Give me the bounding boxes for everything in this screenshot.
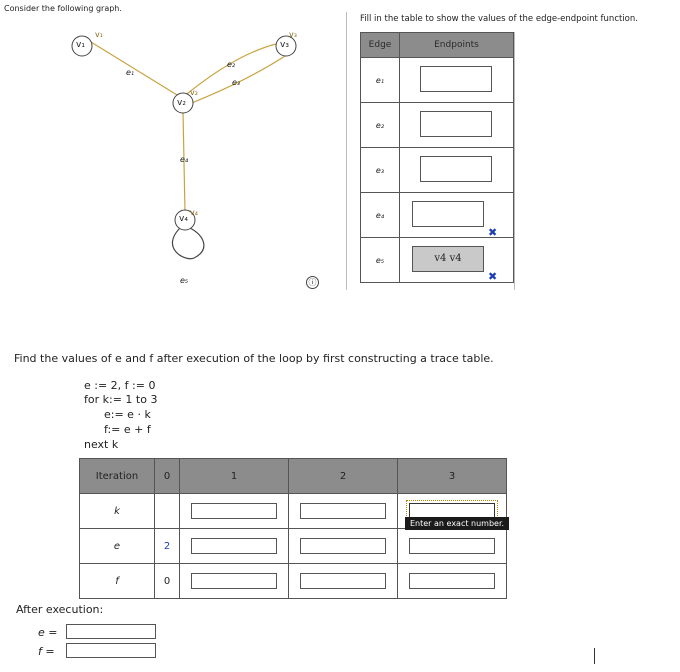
edge-e1	[91, 42, 182, 98]
header-iteration-1: 1	[180, 459, 289, 494]
loop-instruction: Find the values of e and f after execution of the loop by first constructing a trace table.	[14, 352, 494, 365]
code-line: e:= e · k	[104, 408, 151, 421]
header-endpoints: Endpoints	[400, 33, 514, 58]
endpoint-input-e4[interactable]	[412, 201, 484, 227]
e-input-2[interactable]	[300, 538, 386, 554]
f-result-input[interactable]	[66, 643, 156, 658]
endpoint-label-v4: v₄	[190, 208, 198, 217]
text-cursor	[594, 648, 595, 664]
edge-endpoint-table	[360, 32, 514, 283]
incorrect-mark-icon: ✖	[488, 226, 498, 239]
e-initial-value: 2	[155, 529, 180, 564]
header-iteration-2: 2	[289, 459, 398, 494]
edge-name: e₁	[361, 58, 400, 103]
table-right-edge	[514, 32, 515, 290]
code-line: for k:= 1 to 3	[84, 393, 158, 406]
after-execution-title: After execution:	[16, 603, 104, 616]
row-label-f: f	[80, 564, 155, 599]
table-row	[361, 148, 514, 193]
vertex-label-v1: v₁	[76, 40, 85, 50]
vertex-label-v2: v₂	[177, 98, 186, 108]
table-row	[80, 564, 507, 599]
header-iteration-3: 3	[398, 459, 507, 494]
row-label-k: k	[80, 494, 155, 529]
incorrect-mark-icon: ✖	[488, 270, 498, 283]
section-divider	[346, 12, 347, 290]
graph-prompt: Consider the following graph.	[4, 4, 122, 13]
edge-label-e5: e₅	[180, 276, 189, 285]
f-input-1[interactable]	[191, 573, 277, 589]
header-edge: Edge	[361, 33, 400, 58]
code-line: e := 2, f := 0	[84, 379, 156, 392]
edge-name: e₅	[361, 238, 400, 283]
edge-e5-loop	[172, 228, 203, 259]
graph-diagram	[0, 0, 350, 300]
f-initial-value: 0	[155, 564, 180, 599]
e-result-input[interactable]	[66, 624, 156, 639]
e-input-3[interactable]	[409, 538, 495, 554]
vertex-label-v3: v₃	[280, 40, 289, 50]
f-result-label: f =	[38, 645, 55, 658]
f-input-2[interactable]	[300, 573, 386, 589]
edge-label-e4: e₄	[180, 155, 189, 164]
e-input-1[interactable]	[191, 538, 277, 554]
endpoint-input-e3[interactable]	[420, 156, 492, 182]
endpoint-label-v3: v₃	[289, 30, 297, 39]
endpoint-instruction: Fill in the table to show the values of the edge-endpoint function.	[360, 14, 638, 24]
table-row	[361, 103, 514, 148]
edge-name: e₂	[361, 103, 400, 148]
k-input-1[interactable]	[191, 503, 277, 519]
edge-label-e1: e₁	[126, 68, 135, 77]
f-input-3[interactable]	[409, 573, 495, 589]
endpoint-label-v2: v₂	[190, 88, 198, 97]
table-row	[361, 58, 514, 103]
edge-label-e2: e₂	[227, 60, 236, 69]
code-line: f:= e + f	[104, 423, 151, 436]
edge-label-e3: e₃	[232, 78, 241, 87]
info-icon[interactable]: ⓘ	[306, 276, 319, 289]
endpoint-label-v1: v₁	[95, 30, 103, 39]
header-iteration-0: 0	[155, 459, 180, 494]
input-tooltip: Enter an exact number.	[405, 517, 509, 530]
k-input-2[interactable]	[300, 503, 386, 519]
e-result-label: e =	[38, 626, 58, 639]
edge-name: e₄	[361, 193, 400, 238]
header-iteration: Iteration	[80, 459, 155, 494]
code-line: next k	[84, 438, 119, 451]
table-row	[80, 529, 507, 564]
endpoint-input-e1[interactable]	[420, 66, 492, 92]
k-initial-cell	[155, 494, 180, 529]
vertex-label-v4: v₄	[179, 214, 188, 224]
endpoint-input-e5[interactable]: v4 v4	[412, 246, 484, 272]
endpoint-input-e2[interactable]	[420, 111, 492, 137]
row-label-e: e	[80, 529, 155, 564]
edge-name: e₃	[361, 148, 400, 193]
